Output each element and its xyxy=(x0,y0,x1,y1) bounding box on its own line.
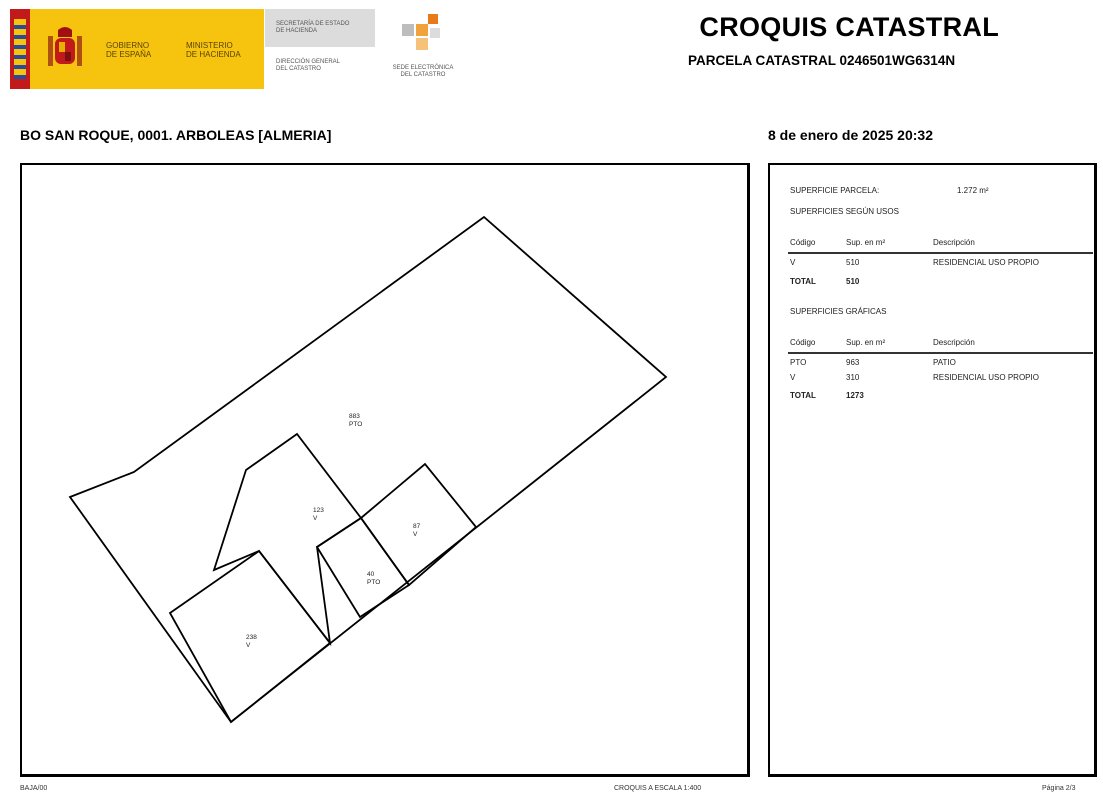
map-labels xyxy=(246,413,421,649)
label-b123-code: V xyxy=(313,515,318,522)
label-b87-area: 87 xyxy=(413,523,421,530)
usos-row-desc: RESIDENCIAL USO PROPIO xyxy=(933,258,1039,267)
ministry-line-2: DE ESPAÑA xyxy=(106,50,152,59)
building-123 xyxy=(214,434,361,643)
page-title: CROQUIS CATASTRAL xyxy=(699,12,999,42)
address: BO SAN ROQUE, 0001. ARBOLEAS [ALMERIA] xyxy=(20,127,332,143)
graficas-total-value: 1273 xyxy=(846,391,864,400)
graficas-divider xyxy=(788,352,1093,354)
footer-scale: CROQUIS A ESCALA 1:400 xyxy=(614,785,702,792)
label-pto-area: 883 xyxy=(349,413,360,420)
usos-divider xyxy=(788,252,1093,254)
usos-col-codigo: Código xyxy=(790,238,816,247)
superficie-value: 1.272 m² xyxy=(957,186,989,195)
graficas-heading: SUPERFICIES GRÁFICAS xyxy=(790,307,887,316)
direccion-line-1: DIRECCIÓN GENERAL xyxy=(276,59,341,65)
usos-total-value: 510 xyxy=(846,277,860,286)
sede-line-1: SEDE ELECTRÓNICA xyxy=(392,65,454,71)
usos-heading: SUPERFICIES SEGÚN USOS xyxy=(790,207,899,216)
graficas-row-2-sup: 310 xyxy=(846,373,860,382)
parcela-subtitle: PARCELA CATASTRAL 0246501WG6314N xyxy=(688,53,956,68)
sede-line-2: DEL CATASTRO xyxy=(400,72,446,78)
parcel-outline xyxy=(70,217,666,722)
ministry2-line-2: DE HACIENDA xyxy=(186,50,241,59)
graficas-row-2-desc: RESIDENCIAL USO PROPIO xyxy=(933,373,1039,382)
ministry-line-1: GOBIERNO xyxy=(106,41,150,50)
label-b123-area: 123 xyxy=(313,507,324,514)
graficas-col-desc: Descripción xyxy=(933,338,975,347)
secretaria-line-1: SECRETARÍA DE ESTADO xyxy=(276,21,350,27)
usos-col-sup: Sup. en m² xyxy=(846,238,886,247)
usos-col-desc: Descripción xyxy=(933,238,975,247)
usos-row-codigo: V xyxy=(790,258,796,267)
label-pto-code: PTO xyxy=(349,421,363,428)
building-40 xyxy=(317,518,409,617)
ministry2-line-1: MINISTERIO xyxy=(186,41,233,50)
graficas-col-codigo: Código xyxy=(790,338,816,347)
date-time: 8 de enero de 2025 20:32 xyxy=(768,127,933,143)
label-b238-area: 238 xyxy=(246,634,257,641)
graficas-row-2-codigo: V xyxy=(790,373,796,382)
label-b87-code: V xyxy=(413,531,418,538)
usos-total-label: TOTAL xyxy=(790,277,816,286)
direccion-line-2: DEL CATASTRO xyxy=(276,66,321,72)
footer-page: Página 2/3 xyxy=(1042,785,1076,792)
graficas-col-sup: Sup. en m² xyxy=(846,338,886,347)
graficas-total-label: TOTAL xyxy=(790,391,816,400)
usos-row-sup: 510 xyxy=(846,258,860,267)
label-b40-area: 40 xyxy=(367,571,375,578)
graficas-row-1-sup: 963 xyxy=(846,358,860,367)
secretaria-line-2: DE HACIENDA xyxy=(276,28,318,34)
superficie-label: SUPERFICIE PARCELA: xyxy=(790,186,880,195)
label-b40-code: PTO xyxy=(367,579,381,586)
footer-left: BAJA/00 xyxy=(20,785,48,792)
label-b238-code: V xyxy=(246,642,251,649)
graficas-row-1-codigo: PTO xyxy=(790,358,807,367)
info-panel xyxy=(768,163,1097,777)
graficas-row-1-desc: PATIO xyxy=(933,358,956,367)
